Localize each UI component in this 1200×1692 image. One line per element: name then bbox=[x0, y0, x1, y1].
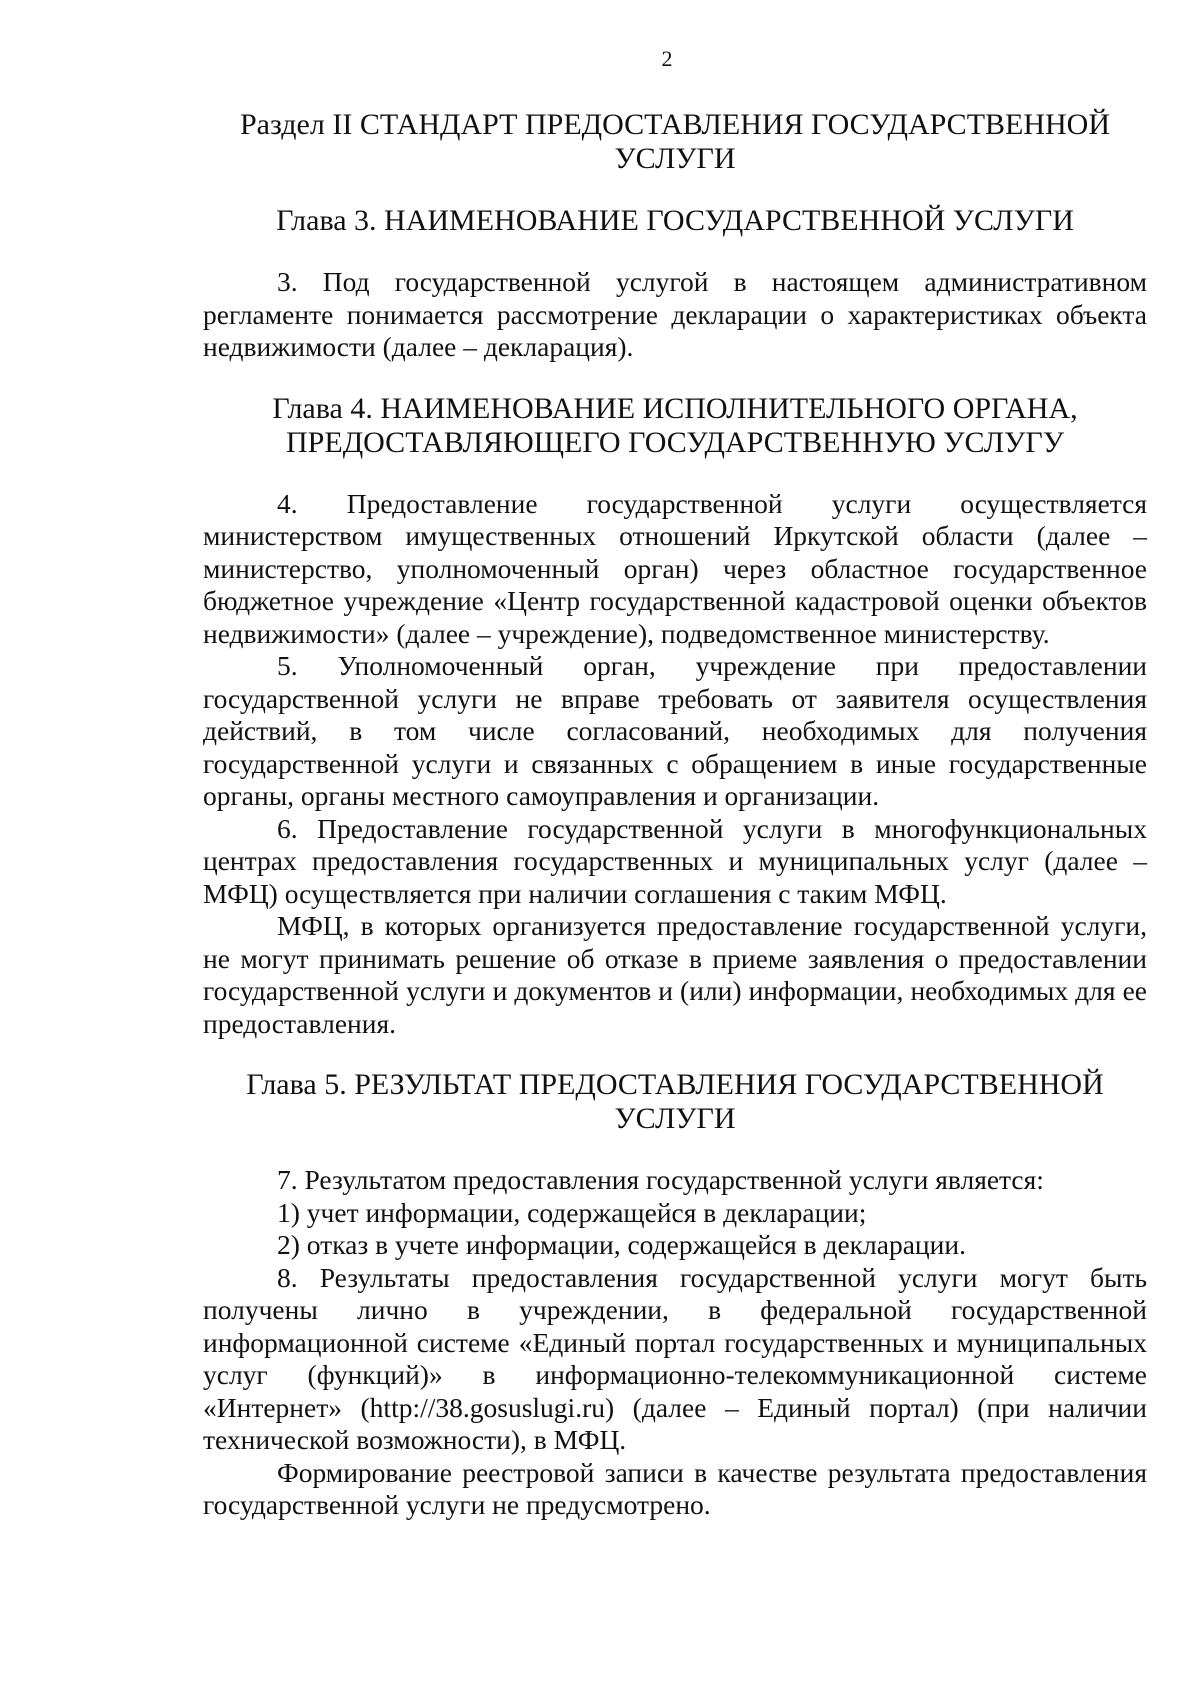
paragraph-8-continued: Формирование реестровой записи в качестве результата предоставления государственной услуги не предусмотрено. bbox=[203, 1456, 1147, 1520]
chapter-5-title: Глава 5. РЕЗУЛЬТАТ ПРЕДОСТАВЛЕНИЯ ГОСУДАРСТВЕННОЙ УСЛУГИ bbox=[246, 1068, 1104, 1135]
paragraph-6-continued: МФЦ, в которых организуется предоставление государственной услуги, не могут принимать решение об отказе в приеме заявления о предоставлении государственной услуги и документов и (или) информации, необходимых для ее предоставления. bbox=[203, 910, 1147, 1039]
paragraph-7-item-2: 2) отказ в учете информации, содержащейся в декларации. bbox=[277, 1229, 966, 1260]
chapter-3-title: Глава 3. НАИМЕНОВАНИЕ ГОСУДАРСТВЕННОЙ УСЛУГИ bbox=[276, 204, 1074, 237]
paragraph-5: 5. Уполномоченный орган, учреждение при предоставлении государственной услуги не вправе требовать от заявителя осуществления действий, в том числе согласований, необходимых для получения государственной услуги и связанных с обращением в иные государственные органы, органы местного самоуправления и организации. bbox=[203, 650, 1147, 811]
paragraph-7: 7. Результатом предоставления государственной услуги является: bbox=[277, 1164, 1044, 1195]
paragraph-4: 4. Предоставление государственной услуги осуществляется министерством имущественных отношений Иркутской области (далее – министерство, уполномоченный орган) через областное государственное бюджетное учреждение «Центр государственной кадастровой оценки объектов недвижимости» (далее – учреждение), подведомственное министерству. bbox=[203, 487, 1147, 649]
chapter-4-title: Глава 4. НАИМЕНОВАНИЕ ИСПОЛНИТЕЛЬНОГО ОРГАНА, ПРЕДОСТАВЛЯЮЩЕГО ГОСУДАРСТВЕННУЮ УСЛУГУ bbox=[272, 391, 1078, 459]
paragraph-6: 6. Предоставление государственной услуги в многофункциональных центрах предоставления государственных и муниципальных услуг (далее – МФЦ) осуществляется при наличии соглашения с таким МФЦ. bbox=[203, 812, 1147, 909]
paragraph-3: 3. Под государственной услугой в настоящем административном регламенте понимается рассмотрение декларации о характеристиках объекта недвижимости (далее – декларация). bbox=[203, 266, 1147, 362]
paragraph-7-item-1: 1) учет информации, содержащейся в декларации; bbox=[277, 1196, 867, 1228]
paragraph-8: 8. Результаты предоставления государственной услуги могут быть получены лично в учреждении, в федеральной государственной информационной системе «Единый портал государственных и муниципальных услуг (функций)» в информационно-телекоммуникационной системе «Интернет» (http://38.gosuslugi.ru) (далее – Единый портал) (при наличии технической возможности), в МФЦ. bbox=[203, 1261, 1147, 1455]
document-body bbox=[203, 108, 1147, 1522]
section-title: Раздел II СТАНДАРТ ПРЕДОСТАВЛЕНИЯ ГОСУДАРСТВЕННОЙ УСЛУГИ bbox=[239, 108, 1111, 175]
page-number: 2 bbox=[661, 46, 673, 71]
